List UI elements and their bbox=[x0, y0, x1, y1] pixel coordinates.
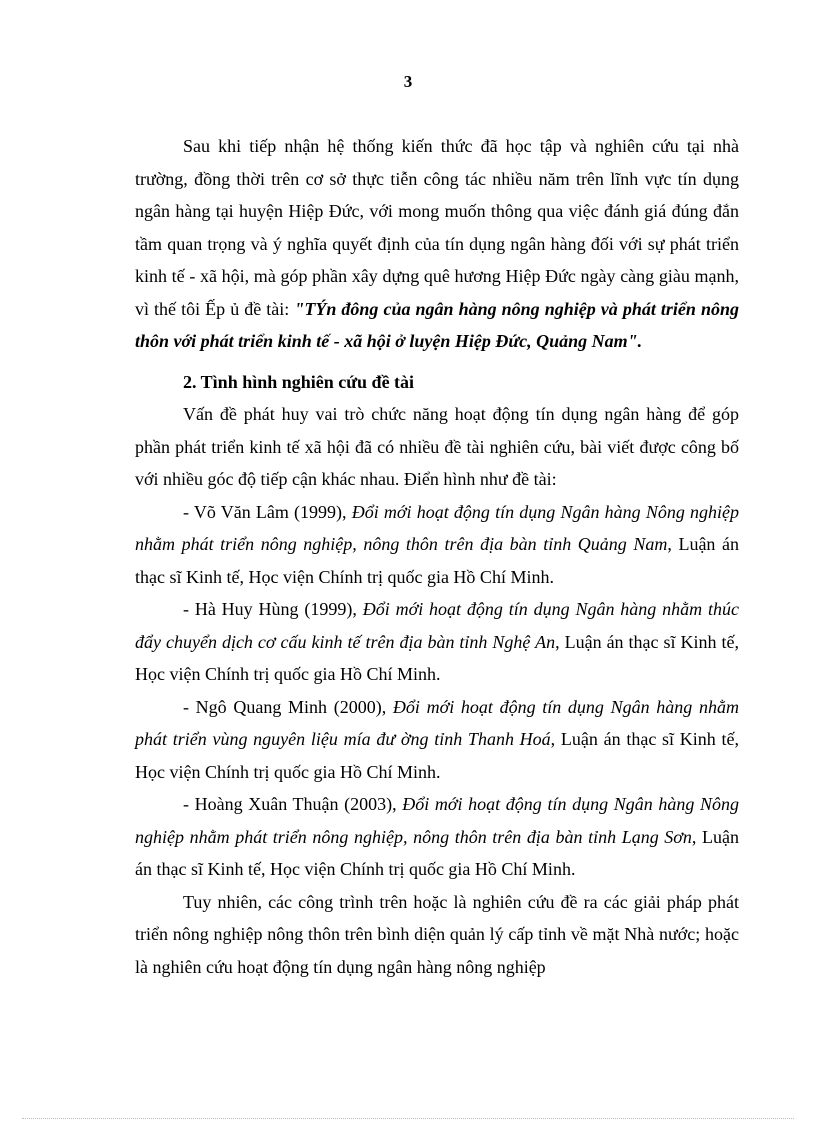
reference-source: , Luận án thạc sĩ Kinh tế, Học viện Chính trị quốc gia Hồ Chí Minh. bbox=[135, 631, 739, 684]
reference-item bbox=[135, 496, 739, 594]
page-bottom-divider bbox=[22, 1118, 794, 1119]
reference-author: - Hoàng Xuân Thuận (2003), bbox=[183, 794, 403, 814]
reference-author: - Hà Huy Hùng (1999), bbox=[183, 599, 363, 619]
reference-title: Đổi mới hoạt động tín dụng Ngân hàng nhằm phát triển vùng nguyên liệu mía đư ờng tỉnh Thanh Hoá bbox=[135, 696, 739, 749]
reference-source: , Luận án thạc sĩ Kinh tế, Học viện Chính trị quốc gia Hồ Chí Minh. bbox=[135, 729, 739, 782]
thesis-title: "TÝn đông của ngân hàng nông nghiệp và phát triển nông thôn với phát triển kinh tế - xã hội ở luyện Hiệp Đức, Quảng Nam". bbox=[135, 298, 739, 351]
intro-paragraph bbox=[135, 130, 739, 358]
reference-item bbox=[135, 691, 739, 789]
section-heading: 2. Tình hình nghiên cứu đề tài bbox=[183, 371, 415, 392]
reference-source: , Luận án thạc sĩ Kinh tế, Học viện Chính trị quốc gia Hồ Chí Minh. bbox=[135, 826, 740, 879]
reference-title: Đổi mới hoạt động tín dụng Ngân hàng Nông nghiệp nhằm phát triển nông nghiệp, nông thôn trên địa bàn tỉnh Quảng Nam bbox=[135, 501, 739, 554]
reference-item bbox=[135, 593, 739, 691]
reference-author: - Võ Văn Lâm (1999), bbox=[183, 501, 352, 522]
page-number: 3 bbox=[403, 72, 413, 91]
document-body bbox=[135, 130, 739, 983]
section-lead-paragraph: Vấn đề phát huy vai trò chức năng hoạt động tín dụng ngân hàng để góp phần phát triển kinh tế xã hội đã có nhiều đề tài nghiên cứu, bài viết được công bố với nhiều góc độ tiếp cận khác nhau. Điển hình như đề tài: bbox=[135, 404, 739, 489]
reference-title: Đổi mới hoạt động tín dụng Ngân hàng Nông nghiệp nhằm phát triển nông nghiệp, nông thôn trên địa bàn tỉnh Lạng Sơn bbox=[135, 794, 739, 847]
intro-text: Sau khi tiếp nhận hệ thống kiến thức đã học tập và nghiên cứu tại nhà trường, đồng thời trên cơ sở thực tiễn công tác nhiều năm trên lĩnh vực tín dụng ngân hàng tại huyện Hiệp Đức, với mong muốn thông qua việc đánh giá đúng đắn tầm quan trọng và ý nghĩa quyết định của tín dụng ngân hàng đối với sự phát triển kinh tế - xã hội, mà góp phần xây dựng quê hương Hiệp Đức ngày càng giàu mạnh, vì thế tôi Ếp ủ đề tài: bbox=[135, 136, 739, 319]
closing-paragraph: Tuy nhiên, các công trình trên hoặc là nghiên cứu đề ra các giải pháp phát triển nông nghiệp nông thôn trên bình diện quản lý cấp tỉnh về mặt Nhà nước; hoặc là nghiên cứu hoạt động tín dụng ngân hàng nông nghiệp bbox=[135, 891, 739, 977]
reference-source: , Luận án thạc sĩ Kinh tế, Học viện Chính trị quốc gia Hồ Chí Minh. bbox=[135, 534, 739, 587]
reference-title: Đổi mới hoạt động tín dụng Ngân hàng nhằm thúc đẩy chuyển dịch cơ cấu kinh tế trên địa bàn tỉnh Nghệ An bbox=[135, 599, 740, 652]
reference-item bbox=[135, 788, 739, 886]
reference-author: - Ngô Quang Minh (2000), bbox=[183, 696, 393, 717]
